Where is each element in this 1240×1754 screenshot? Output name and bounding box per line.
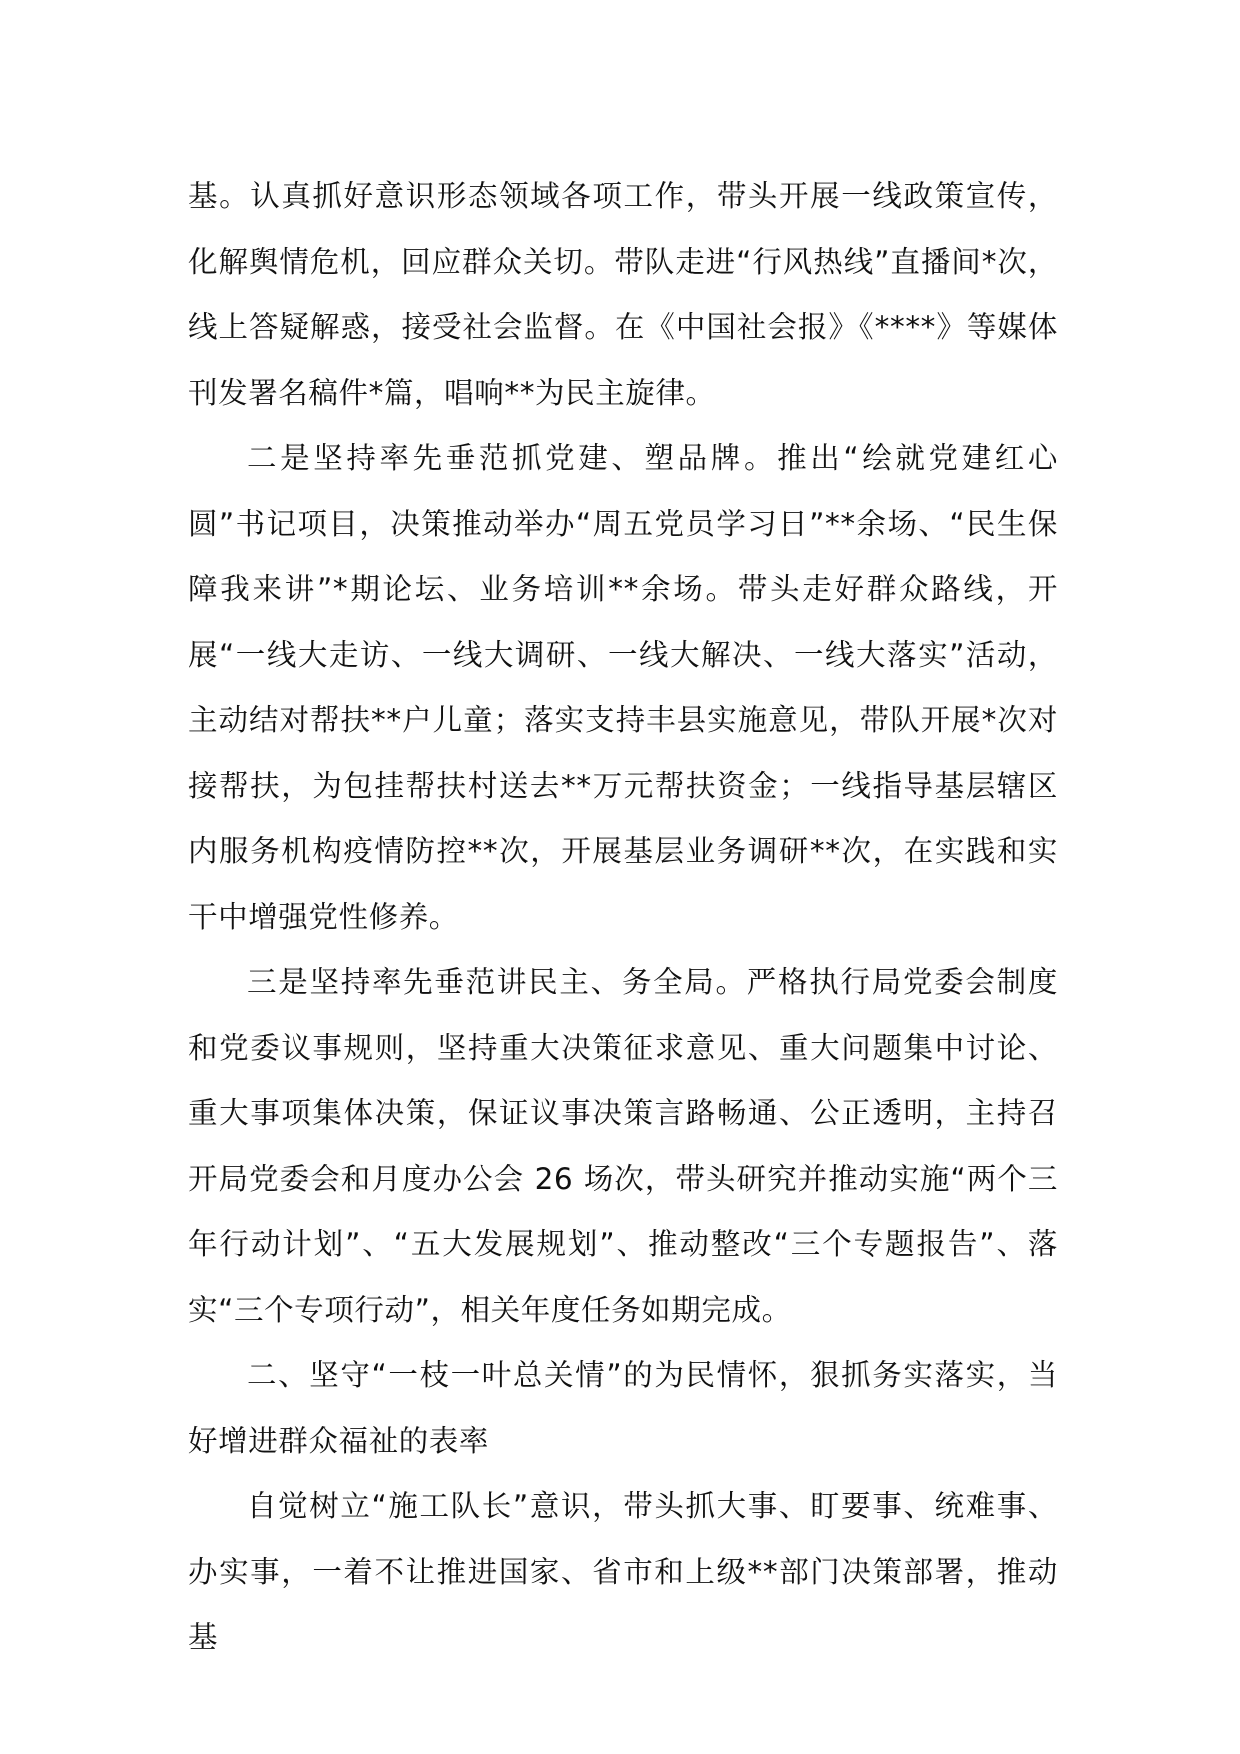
paragraph-party-building: 二是坚持率先垂范抓党建、塑品牌。推出“绘就党建红心圆”书记项目，决策推动举办“周五党员学习日”**余场、“民生保障我来讲”*期论坛、业务培训**余场。带头走好群众路线，开展“一线大走访、一线大调研、一线大解决、一线大落实”活动，主动结对帮扶**户儿童；落实支持丰县实施意见，带队开展*次对接帮扶，为包挂帮扶村送去**万元帮扶资金；一线指导基层辖区内服务机构疫情防控**次，开展基层业务调研**次，在实践和实干中增强党性修养。 bbox=[188, 441, 1058, 934]
paragraph-continued-intro: 基。认真抓好意识形态领域各项工作，带头开展一线政策宣传，化解舆情危机，回应群众关切。带队走进“行风热线”直播间*次，线上答疑解惑，接受社会监督。在《中国社会报》《****》等媒体刊发署名稿件*篇，唱响**为民主旋律。 bbox=[188, 179, 1058, 410]
paragraph-construction-captain: 自觉树立“施工队长”意识，带头抓大事、盯要事、统难事、办实事，一着不让推进国家、省市和上级**部门决策部署，推动基 bbox=[188, 1489, 1058, 1654]
document-body bbox=[188, 164, 1058, 1671]
section-heading-people-welfare: 二、坚守“一枝一叶总关情”的为民情怀，狠抓务实落实，当好增进群众福祉的表率 bbox=[188, 1358, 1058, 1458]
paragraph-democracy: 三是坚持率先垂范讲民主、务全局。严格执行局党委会制度和党委议事规则，坚持重大决策征求意见、重大问题集中讨论、重大事项集体决策，保证议事决策言路畅通、公正透明，主持召开局党委会和月度办公会 26 场次，带头研究并推动实施“两个三年行动计划”、“五大发展规划”、推动整改“三个专题报告”、落实“三个专项行动”，相关年度任务如期完成。 bbox=[188, 965, 1058, 1327]
